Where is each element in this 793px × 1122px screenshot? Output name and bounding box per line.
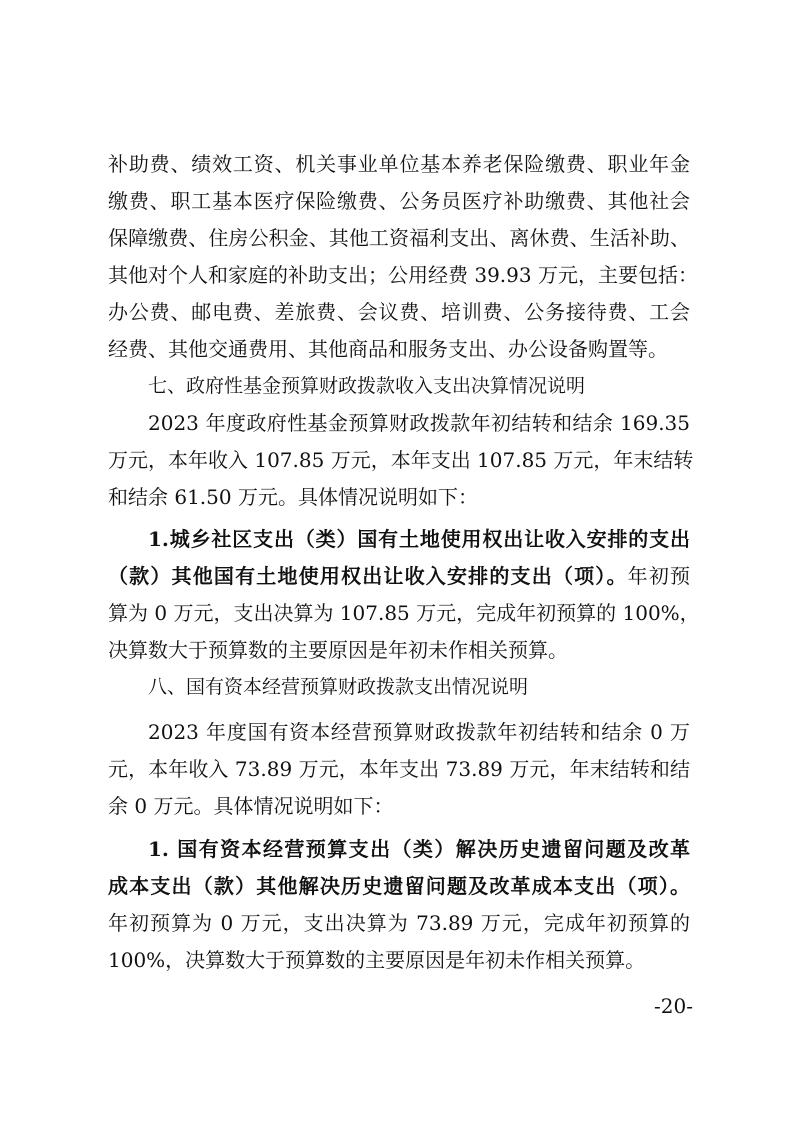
item-title-mixed-line — [108, 556, 690, 596]
item-title-line: 1. 国有资本经营预算支出（类）解决历史遗留问题及改革 — [148, 837, 690, 861]
paragraph-line: 办公费、邮电费、差旅费、会议费、培训费、公务接待费、工会 — [108, 300, 690, 324]
section-heading: 七、政府性基金预算财政拨款收入支出决算情况说明 — [148, 375, 586, 397]
paragraph-line: 经费、其他交通费用、其他商品和服务支出、办公设备购置等。 — [108, 337, 668, 361]
paragraph-line: 和结余 61.50 万元。具体情况说明如下： — [108, 485, 478, 509]
item-title-bold: （款）其他国有土地使用权出让收入安排的支出（项）。 — [108, 564, 628, 588]
paragraph-line: 缴费、职工基本医疗保险缴费、公务员医疗补助缴费、其他社会 — [108, 189, 690, 213]
paragraph-line: 100%，决算数大于预算数的主要原因是年初未作相关预算。 — [108, 948, 646, 972]
paragraph-line: 年初预算为 0 万元，支出决算为 73.89 万元，完成年初预算的 — [108, 911, 690, 935]
paragraph-line: 算为 0 万元，支出决算为 107.85 万元，完成年初预算的 100%， — [108, 601, 700, 625]
paragraph-line: 元，本年收入 73.89 万元，本年支出 73.89 万元，年末结转和结 — [108, 757, 690, 781]
item-title-line: 成本支出（款）其他解决历史遗留问题及改革成本支出（项）。 — [108, 874, 690, 898]
paragraph-line: 2023 年度政府性基金预算财政拨款年初结转和结余 169.35 — [148, 411, 690, 435]
section-heading: 八、国有资本经营预算财政拨款支出情况说明 — [148, 676, 529, 698]
paragraph-line: 万元，本年收入 107.85 万元，本年支出 107.85 万元，年末结转 — [108, 448, 694, 472]
item-title-line: 1.城乡社区支出（类）国有土地使用权出让收入安排的支出 — [148, 527, 690, 551]
paragraph-line: 余 0 万元。具体情况说明如下： — [108, 794, 394, 818]
paragraph-line: 2023 年度国有资本经营预算财政拨款年初结转和结余 0 万 — [148, 720, 690, 744]
paragraph-line: 补助费、绩效工资、机关事业单位基本养老保险缴费、职业年金 — [108, 152, 690, 176]
paragraph-line: 其他对个人和家庭的补助支出；公用经费 39.93 万元，主要包括： — [108, 263, 698, 287]
item-text: 年初预 — [627, 564, 691, 588]
page-number: -20- — [654, 994, 693, 1018]
paragraph-line: 保障缴费、住房公积金、其他工资福利支出、离休费、生活补助、 — [108, 226, 690, 250]
paragraph-line: 决算数大于预算数的主要原因是年初未作相关预算。 — [108, 638, 568, 662]
